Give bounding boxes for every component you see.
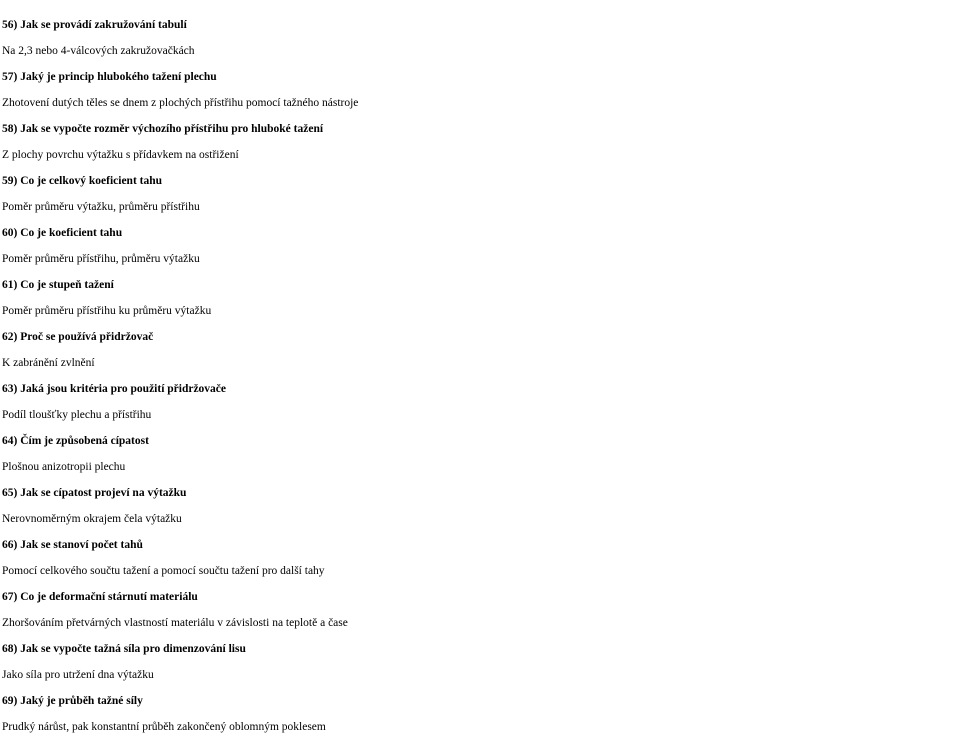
question-heading: 57) Jaký je princip hlubokého tažení plechu [2, 71, 217, 83]
question-heading: 59) Co je celkový koeficient tahu [2, 175, 163, 187]
answer-text: Nerovnoměrným okrajem čela výtažku [2, 513, 182, 525]
answer-text: Plošnou anizotropii plechu [2, 461, 126, 473]
question-heading: 62) Proč se používá přidržovač [2, 331, 154, 343]
question-heading: 68) Jak se vypočte tažná síla pro dimenzování lisu [2, 643, 246, 655]
question-heading: 60) Co je koeficient tahu [2, 227, 123, 239]
question-heading: 66) Jak se stanoví počet tahů [2, 539, 143, 551]
answer-text: Na 2,3 nebo 4-válcových zakružovačkách [2, 45, 195, 57]
answer-text: Prudký nárůst, pak konstantní průběh zakončený oblomným poklesem [2, 721, 326, 733]
question-heading: 64) Čím je způsobená cípatost [2, 435, 149, 447]
question-heading: 61) Co je stupeň tažení [2, 279, 114, 291]
answer-text: Podíl tloušťky plechu a přístřihu [2, 409, 152, 421]
question-heading: 56) Jak se provádí zakružování tabulí [2, 19, 187, 31]
answer-text: Z plochy povrchu výtažku s přídavkem na ostřižení [2, 149, 239, 161]
answer-text: Jako síla pro utržení dna výtažku [2, 669, 154, 681]
answer-text: Poměr průměru výtažku, průměru přístřihu [2, 201, 200, 213]
answer-text: Poměr průměru přístřihu ku průměru výtažku [2, 305, 212, 317]
question-heading: 67) Co je deformační stárnutí materiálu [2, 591, 198, 603]
question-heading: 63) Jaká jsou kritéria pro použití přidržovače [2, 383, 227, 395]
answer-text: Pomocí celkového součtu tažení a pomocí součtu tažení pro další tahy [2, 565, 325, 577]
answer-text: K zabránění zvlnění [2, 357, 95, 369]
question-heading: 69) Jaký je průběh tažné síly [2, 695, 143, 707]
question-heading: 65) Jak se cípatost projeví na výtažku [2, 487, 187, 499]
question-heading: 58) Jak se vypočte rozměr výchozího přístřihu pro hluboké tažení [2, 123, 324, 135]
answer-text: Zhotovení dutých těles se dnem z plochých přístřihu pomocí tažného nástroje [2, 97, 359, 109]
answer-text: Poměr průměru přístřihu, průměru výtažku [2, 253, 200, 265]
answer-text: Zhoršováním přetvárných vlastností materiálu v závislosti na teplotě a čase [2, 617, 348, 629]
